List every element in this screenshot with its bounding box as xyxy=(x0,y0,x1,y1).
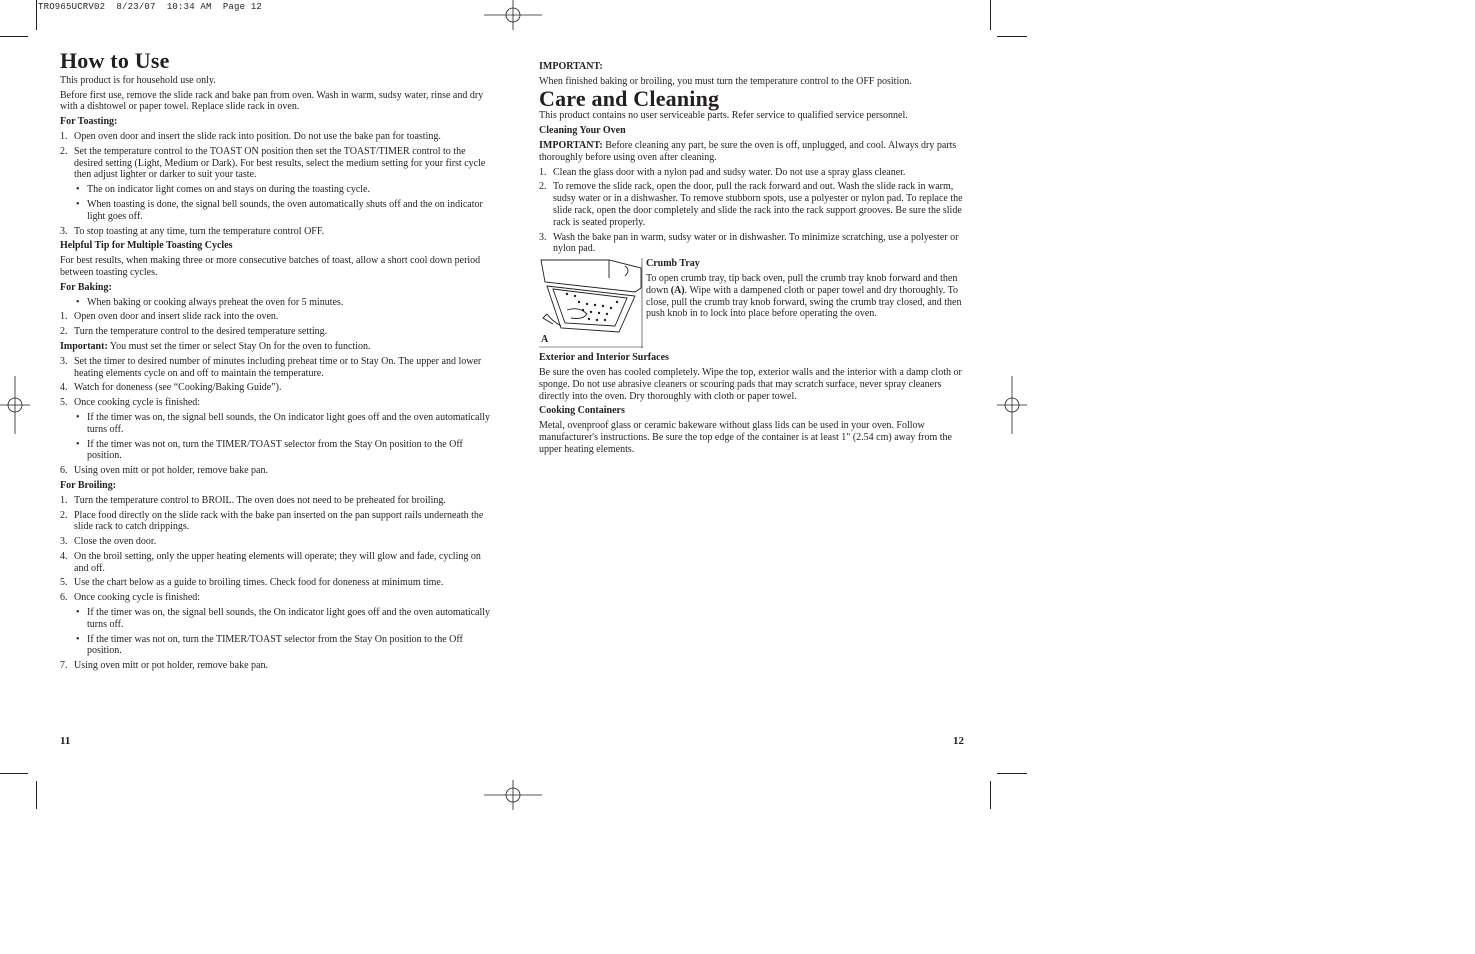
toasting-bullets xyxy=(60,184,492,222)
crop-mark xyxy=(36,0,37,30)
crop-mark xyxy=(997,36,1027,37)
list-item: • If the timer was on, the signal bell sounds, the On indicator light goes off and the oven automatically turns off. xyxy=(60,607,492,631)
list-item: • When baking or cooking always preheat the oven for 5 minutes. xyxy=(60,297,492,309)
page-title: Care and Cleaning xyxy=(539,85,720,111)
list-item: 7. Using oven mitt or pot holder, remove bake pan. xyxy=(60,660,268,672)
crop-mark xyxy=(990,781,991,809)
section-heading-exterior: Exterior and Interior Surfaces xyxy=(539,352,669,364)
list-item: 5. Once cooking cycle is finished: xyxy=(60,397,201,409)
containers-paragraph: Metal, ovenproof glass or ceramic bakeware without glass lids can be used in your oven. Follow manufacturer's instructions. Be sure the top edge of the container is at least 1" (2.54 cm) away from the upper heating elements. xyxy=(539,420,952,455)
broiling-bullets xyxy=(60,607,492,657)
important-paragraph: When finished baking or broiling, you must turn the temperature control to the OFF position. xyxy=(539,75,912,87)
figure-label: A xyxy=(541,334,549,346)
crumb-tray-paragraph: To open crumb tray, tip back oven, pull the crumb tray knob forward and then down (A). Wipe with a dampened cloth or paper towel and dry thoroughly. To close, pull the crumb tray knob forward, swing the crumb tray closed, and then push knob in to lock into place before operating the oven. xyxy=(646,272,962,320)
registration-mark-icon xyxy=(484,780,542,810)
left-page-column xyxy=(60,48,492,675)
list-item: • If the timer was on, the signal bell sounds, the On indicator light goes off and the oven automatically turns off. xyxy=(60,412,492,436)
crumb-tray-block xyxy=(539,258,971,348)
crop-mark xyxy=(990,0,991,30)
baking-steps xyxy=(60,465,492,477)
section-heading-containers: Cooking Containers xyxy=(539,405,625,417)
list-item: 2. Turn the temperature control to the desired temperature setting. xyxy=(60,326,328,338)
page-title: How to Use xyxy=(60,48,170,73)
intro-paragraph: This product is for household use only. xyxy=(60,74,216,86)
list-item: • The on indicator light comes on and stays on during the toasting cycle. xyxy=(60,184,492,196)
section-heading-cleaning: Cleaning Your Oven xyxy=(539,125,626,137)
cleaning-steps xyxy=(539,167,971,256)
section-heading-crumb-tray: Crumb Tray xyxy=(646,258,700,270)
list-item: 2. To remove the slide rack, open the door, pull the rack forward and out. Wash the slide rack in warm, sudsy water or in a dishwasher. To remove stubborn spots, use a polyester or nylon pad. To replace the slide rack, open the door completely and slide the rack into the rack support grooves. Be sure the slide rack is seated properly. xyxy=(539,181,963,228)
list-item: 3. Set the timer to desired number of minutes including preheat time or to Stay On. The upper and lower heating elements cycle on and off to maintain the temperature. xyxy=(60,355,482,379)
toasting-steps xyxy=(60,131,492,181)
registration-mark-icon xyxy=(484,0,542,30)
section-heading-tip: Helpful Tip for Multiple Toasting Cycles xyxy=(60,240,233,252)
page-number-right: 12 xyxy=(953,735,964,747)
section-heading-broiling: For Broiling: xyxy=(60,479,117,491)
broiling-steps xyxy=(60,495,492,604)
list-item: 3. Close the oven door. xyxy=(60,536,157,548)
list-item: 1. Turn the temperature control to BROIL. The oven does not need to be preheated for broiling. xyxy=(60,494,446,506)
important-heading: IMPORTANT: xyxy=(539,61,603,72)
toasting-steps xyxy=(60,226,492,238)
baking-bullets xyxy=(60,412,492,462)
page-number-left: 11 xyxy=(60,735,71,747)
crumb-tray-text xyxy=(646,258,971,348)
broiling-steps xyxy=(60,660,492,672)
section-heading-baking: For Baking: xyxy=(60,281,112,293)
crop-mark xyxy=(997,773,1027,774)
registration-mark-icon xyxy=(997,376,1027,434)
list-item: 3. Wash the bake pan in warm, sudsy water or in dishwasher. To minimize scratching, use a polyester or nylon pad. xyxy=(539,231,959,255)
baking-bullets xyxy=(60,297,492,309)
important-note: Important: You must set the timer or select Stay On for the oven to function. xyxy=(60,340,371,352)
list-item: 2. Set the temperature control to the TOAST ON position then set the TOAST/TIMER control to the desired setting (Light, Medium or Dark). For best results, select the medium setting for your first cycle then adjust lighter or darker to suit your taste. xyxy=(60,145,486,181)
intro-paragraph: Before first use, remove the slide rack and bake pan from oven. Wash in warm, sudsy water, rinse and dry with a dishtowel or paper towel. Replace slide rack in oven. xyxy=(60,89,484,113)
crop-mark xyxy=(36,781,37,809)
print-slug: TRO965UCRV02 8/23/07 10:34 AM Page 12 xyxy=(38,2,263,12)
list-item: 2. Place food directly on the slide rack with the bake pan inserted on the pan support rails underneath the slide rack to catch drippings. xyxy=(60,509,484,533)
crop-mark xyxy=(0,36,28,37)
crop-mark xyxy=(0,773,28,774)
crumb-tray-illustration xyxy=(539,258,643,348)
list-item: 6. Once cooking cycle is finished: xyxy=(60,592,201,604)
list-item: 1. Clean the glass door with a nylon pad and sudsy water. Do not use a spray glass cleaner. xyxy=(539,166,906,178)
important-note: IMPORTANT: Before cleaning any part, be sure the oven is off, unplugged, and cool. Always dry parts thoroughly before using oven after cleaning. xyxy=(539,139,957,163)
list-item: • If the timer was not on, turn the TIMER/TOAST selector from the Stay On position to the Off position. xyxy=(60,439,492,463)
oven-crumb-tray-icon xyxy=(539,258,643,348)
intro-paragraph: This product contains no user serviceable parts. Refer service to qualified service personnel. xyxy=(539,110,908,122)
section-heading-toasting: For Toasting: xyxy=(60,116,118,128)
baking-steps xyxy=(60,311,492,338)
exterior-paragraph: Be sure the oven has cooled completely. Wipe the top, exterior walls and the interior with a damp cloth or sponge. Do not use abrasive cleaners or scouring pads that may scratch surface, never spray cleaners directly into the oven. Dry thoroughly with cloth or paper towel. xyxy=(539,366,962,402)
list-item: 1. Open oven door and insert the slide rack into position. Do not use the bake pan for toasting. xyxy=(60,130,441,142)
list-item: 5. Use the chart below as a guide to broiling times. Check food for doneness at minimum time. xyxy=(60,577,444,589)
list-item: 4. Watch for doneness (see “Cooking/Baking Guide”). xyxy=(60,382,282,394)
list-item: 3. To stop toasting at any time, turn the temperature control OFF. xyxy=(60,225,325,237)
list-item: • If the timer was not on, turn the TIMER/TOAST selector from the Stay On position to the Off position. xyxy=(60,634,492,658)
baking-steps xyxy=(60,356,492,409)
list-item: 4. On the broil setting, only the upper heating elements will operate; they will glow and fade, cycling on and off. xyxy=(60,550,481,574)
list-item: • When toasting is done, the signal bell sounds, the oven automatically shuts off and the on indicator light goes off. xyxy=(60,199,492,223)
list-item: 1. Open oven door and insert slide rack into the oven. xyxy=(60,311,279,323)
registration-mark-icon xyxy=(0,376,30,434)
tip-paragraph: For best results, when making three or more consecutive batches of toast, allow a short cool down period between toasting cycles. xyxy=(60,255,481,278)
right-page-column xyxy=(539,61,971,459)
list-item: 6. Using oven mitt or pot holder, remove bake pan. xyxy=(60,465,268,477)
